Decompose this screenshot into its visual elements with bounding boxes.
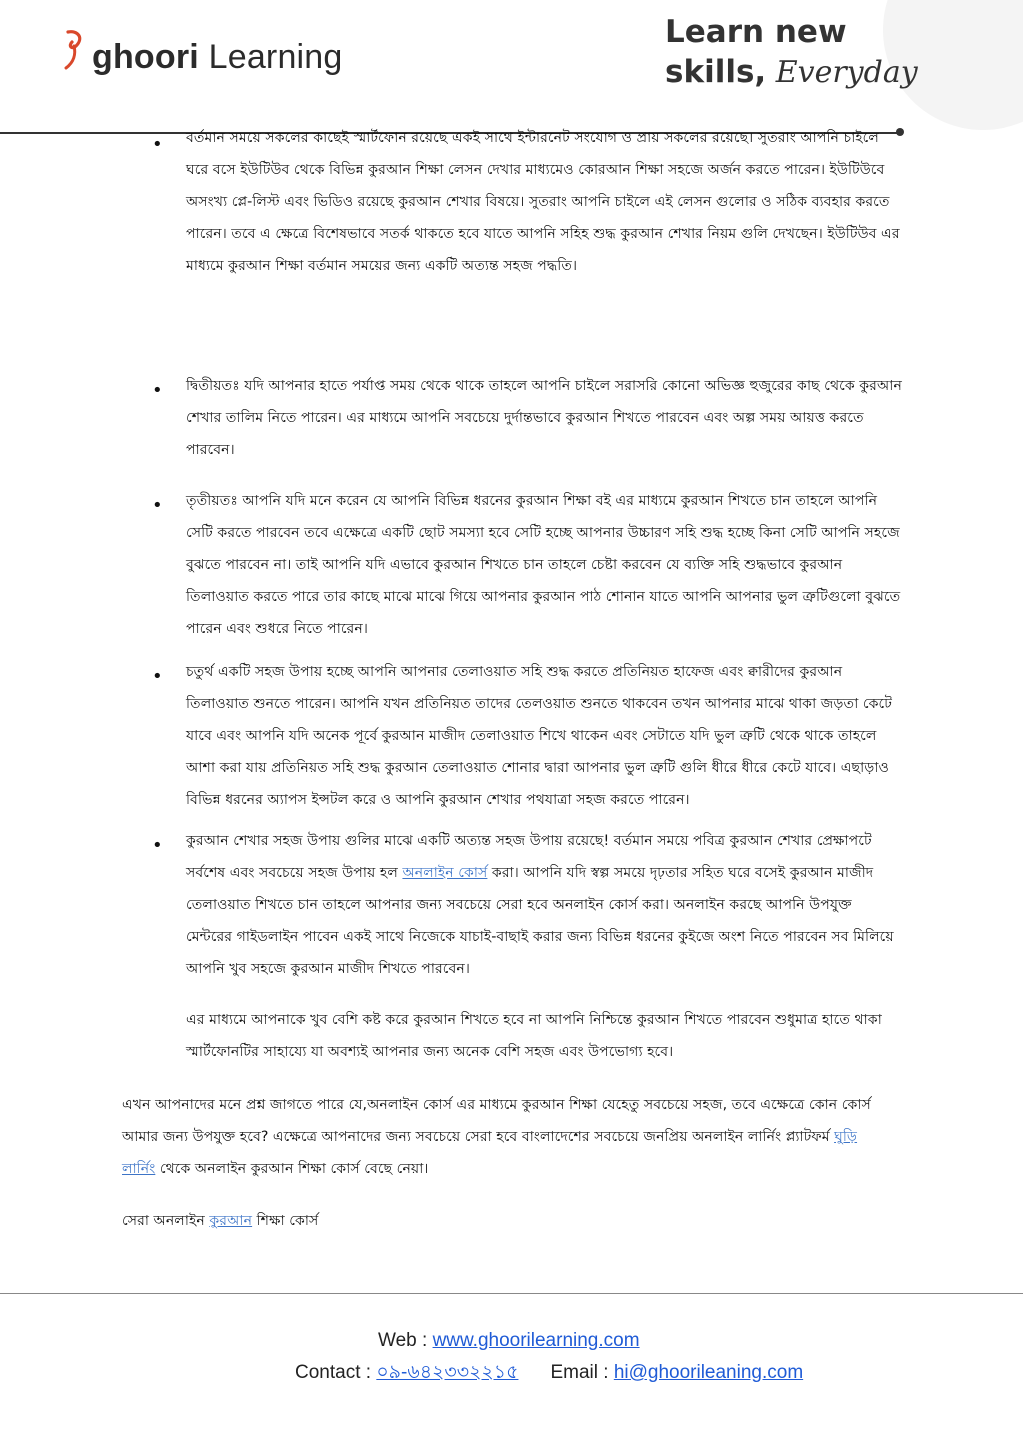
paragraph-youtube: বর্তমান সময়ে সকলের কাছেই স্মার্টফোন রয়েছে একই সাথে ইন্টারনেট সংযোগ ও প্রায় সকলের রয়েছে। সুতরাং আপনি চাইলে ঘরে বসে ইউটিউব থেকে বিভিন্ন কুরআন শিক্ষা লেসন দেখার মাধ্যমেও কোরআন শিক্ষা সহজে অর্জন করতে পারেন। ইউটিউবে অসংখ্য প্লে-লিস্ট এবং ভিডিও রয়েছে কুরআন শেখার বিষয়ে। সুতরাং আপনি চাইলে এই লেসন গুলোর ও সঠিক ব্যবহার করতে পারেন। তবে এ ক্ষেত্রে বিশেষভাবে সতর্ক থাকতে হবে যাতে আপনি সহিহ শুদ্ধ কুরআন শেখার নিয়ম গুলি দেখছেন। ইউটিউব এর মাধ্যমে কুরআন শিক্ষা বর্তমান সময়ের জন্য একটি অত্যন্ত সহজ পদ্ধতি। — [186, 130, 900, 274]
tagline-line1: Learn new — [665, 14, 847, 50]
ghoori-learning-link[interactable]: ঘুড়ি লার্নিং — [122, 1129, 858, 1177]
kite-logo-icon — [62, 28, 88, 74]
footer-contact-row — [295, 1358, 803, 1390]
bullet-marker: • — [152, 134, 163, 155]
footer-web-row — [378, 1330, 640, 1352]
tagline — [665, 12, 918, 93]
bullet-marker: • — [152, 380, 163, 401]
paragraph-teacher: দ্বিতীয়তঃ যদি আপনার হাতে পর্যাপ্ত সময় থেকে থাকে তাহলে আপনি চাইলে সরাসরি কোনো অভিজ্ঞ হুজুরের কাছ থেকে কুরআন শেখার তালিম নিতে পারেন। এর মাধ্যমে আপনি সবচেয়ে দুর্দান্তভাবে কুরআন শিখতে পারবেন এবং অল্প সময় আয়ত্ত করতে পারবেন। — [186, 378, 903, 458]
website-link[interactable]: www.ghoorilearning.com — [432, 1330, 640, 1351]
ghoori-learning-logo[interactable] — [62, 28, 343, 74]
online-course-link[interactable]: অনলাইন কোর্স — [402, 865, 488, 881]
paragraph-final: সেরা অনলাইন কুরআন শিক্ষা কোর্স — [122, 1213, 319, 1229]
email-label: Email : — [550, 1362, 614, 1383]
bullet-marker: • — [152, 495, 163, 516]
footer-divider — [0, 1293, 1023, 1294]
quran-course-link[interactable]: কুরআন — [209, 1213, 253, 1229]
contact-label: Contact : — [295, 1362, 377, 1383]
tagline-script: Everyday — [766, 55, 918, 90]
paragraph-online-course: কুরআন শেখার সহজ উপায় গুলির মাঝে একটি অত্যন্ত সহজ উপায় রয়েছে! বর্তমান সময়ে পবিত্র কুরআন শেখার প্রেক্ষাপটে সর্বশেষ এবং সবচেয়ে সহজ উপায় হল অনলাইন কোর্স করা। আপনি যদি স্বল্প সময়ে দৃঢ়তার সহিত ঘরে বসেই কুরআন মাজীদ তেলাওয়াত শিখতে চান তাহলে আপনার জন্য সবচেয়ে সেরা হবে অনলাইন কোর্স করা। অনলাইন করছে আপনি উপযুক্ত মেন্টরের গাইডলাইন পাবেন একই সাথে নিজেকে যাচাই-বাছাই করার জন্য বিভিন্ন ধরনের কুইজে অংশ নিতে পারবেন সব মিলিয়ে আপনি খুব সহজে কুরআন মাজীদ শিখতে পারবেন। — [186, 833, 894, 977]
paragraph-smartphone: এর মাধ্যমে আপনাকে খুব বেশি কষ্ট করে কুরআন শিখতে হবে না আপনি নিশ্চিন্তে কুরআন শিখতে পারবেন শুধুমাত্র হাতে থাকা স্মার্টফোনটির সাহায্যে যা অবশ্যই আপনার জন্য অনেক বেশি সহজ এবং উপভোগ্য হবে। — [186, 1012, 882, 1060]
phone-link[interactable]: ০৯-৬৪২৩৩২২১৫ — [376, 1362, 519, 1383]
logo-text: ghoori Learning — [92, 38, 343, 76]
paragraph-books: তৃতীয়তঃ আপনি যদি মনে করেন যে আপনি বিভিন্ন ধরনের কুরআন শিক্ষা বই এর মাধ্যমে কুরআন শিখতে চান তাহলে আপনি সেটি করতে পারবেন তবে এক্ষেত্রে একটি ছোট সমস্যা হবে সেটি হচ্ছে আপনার উচ্চারণ সহি শুদ্ধ হচ্ছে কিনা সেটি আপনি সহজে বুঝতে পারবেন না। তাই আপনি যদি এভাবে কুরআন শিখতে চান তাহলে চেষ্টা করবেন যে ব্যক্তি সহি শুদ্ধভাবে কুরআন তিলাওয়াত করতে পারে তার কাছে মাঝে মাঝে গিয়ে আপনার কুরআন পাঠ শোনান যাতে আপনি আপনার ভুল ত্রুটিগুলো বুঝতে পারেন এবং শুধরে নিতে পারেন। — [186, 493, 901, 637]
bullet-marker: • — [152, 835, 163, 856]
web-label: Web : — [378, 1330, 433, 1351]
bullet-marker: • — [152, 666, 163, 687]
paragraph-closing: এখন আপনাদের মনে প্রশ্ন জাগতে পারে যে,অনলাইন কোর্স এর মাধ্যমে কুরআন শিক্ষা যেহেতু সবচেয়ে সহজ, তবে এক্ষেত্রে কোন কোর্স আমার জন্য উপযুক্ত হবে? এক্ষেত্রে আপনাদের জন্য সবচেয়ে সেরা হবে বাংলাদেশের সবচেয়ে জনপ্রিয় অনলাইন লার্নিং প্ল্যাটফর্ম ঘুড়ি লার্নিং থেকে অনলাইন কুরআন শিক্ষা কোর্স বেছে নেয়া। — [122, 1097, 871, 1177]
tagline-line2: skills, Everyday — [665, 54, 918, 90]
email-link[interactable]: hi@ghoorileaning.com — [613, 1362, 804, 1383]
paragraph-recitation: চতুর্থ একটি সহজ উপায় হচ্ছে আপনি আপনার তেলাওয়াত সহি শুদ্ধ করতে প্রতিনিয়ত হাফেজ এবং ক্বারীদের কুরআন তিলাওয়াত শুনতে পারেন। আপনি যখন প্রতিনিয়ত তাদের তেলওয়াত শুনতে থাকবেন তখন আপনার মাঝে থাকা জড়তা কেটে যাবে এবং আপনি যদি অনেক পূর্বে কুরআন মাজীদ তেলাওয়াত শিখে থাকেন এবং সেটাতে যদি ভুল ত্রুটি থেকে থাকে তাহলে আশা করা যায় প্রতিনিয়ত সহি শুদ্ধ কুরআন তেলাওয়াত শোনার দ্বারা আপনার ভুল ত্রুটি গুলি ধীরে ধীরে কেটে যাবে। এছাড়াও বিভিন্ন ধরনের অ্যাপস ইন্সটল করে ও আপনি কুরআন শেখার পথযাত্রা সহজ করতে পারেন। — [186, 664, 892, 808]
